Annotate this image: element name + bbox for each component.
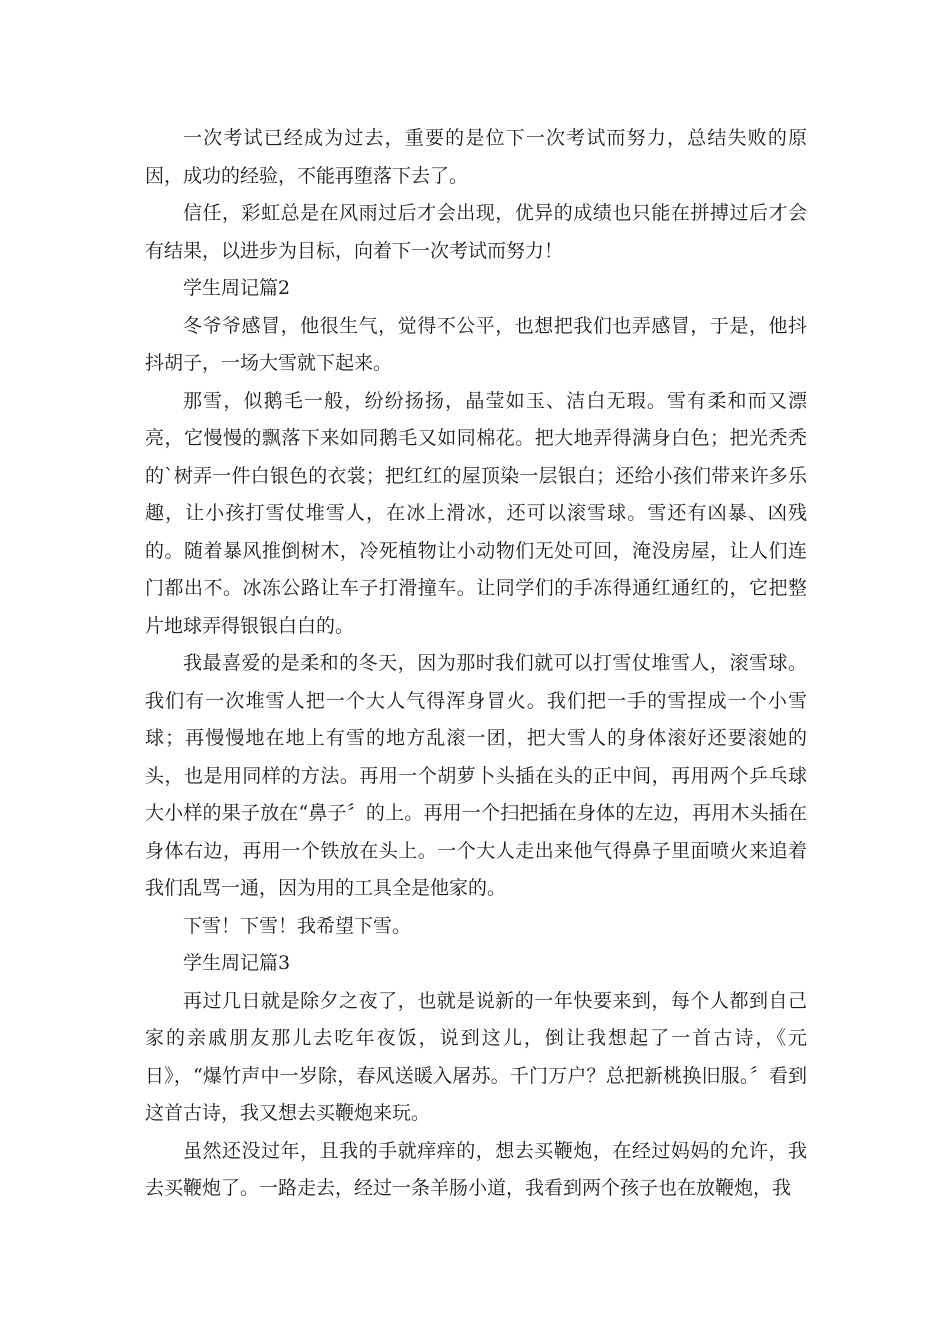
paragraph: 冬爷爷感冒，他很生气，觉得不公平，也想把我们也弄感冒，于是，他抖抖胡子，一场大雪就下起来。 xyxy=(145,314,807,374)
document-body xyxy=(145,120,807,1208)
paragraph: 虽然还没过年，且我的手就痒痒的，想去买鞭炮，在经过妈妈的允许，我去买鞭炮了。一路走去，经过一条羊肠小道，我看到两个孩子也在放鞭炮，我 xyxy=(145,1139,807,1199)
section-heading: 学生周记篇2 xyxy=(183,277,291,299)
paragraph: 再过几日就是除夕之夜了，也就是说新的一年快要来到，每个人都到自己家的亲戚朋友那儿去吃年夜饭，说到这儿，倒让我想起了一首古诗，《元日》，“爆竹声中一岁除，春风送暖入屠苏。千门万户？总把新桃换旧服。〞看到这首古诗，我又想去买鞭炮来玩。 xyxy=(145,989,807,1124)
paragraph: 那雪，似鹅毛一般，纷纷扬扬，晶莹如玉、洁白无瑕。雪有柔和而又漂亮，它慢慢的飘落下来如同鹅毛又如同棉花。把大地弄得满身白色；把光秃秃的`树弄一件白银色的衣裳；把红红的屋顶染一层银白；还给小孩们带来许多乐趣，让小孩打雪仗堆雪人，在冰上滑冰，还可以滚雪球。雪还有凶暴、凶残的。随着暴风推倒树木，冷死植物让小动物们无处可回，淹没房屋，让人们连门都出不。冰冻公路让车子打滑撞车。让同学们的手冻得通红通红的，它把整片地球弄得银银白白的。 xyxy=(145,389,807,637)
paragraph: 下雪！下雪！我希望下雪。 xyxy=(183,914,412,937)
paragraph: 信任，彩虹总是在风雨过后才会出现，优异的成绩也只能在拼搏过后才会有结果，以进步为目标，向着下一次考试而努力！ xyxy=(145,202,807,262)
section-heading: 学生周记篇3 xyxy=(183,952,291,974)
paragraph: 我最喜爱的是柔和的冬天，因为那时我们就可以打雪仗堆雪人，滚雪球。我们有一次堆雪人把一个大人气得浑身冒火。我们把一手的雪捏成一个小雪球；再慢慢地在地上有雪的地方乱滚一团，把大雪人的身体滚好还要滚她的头，也是用同样的方法。再用一个胡萝卜头插在头的正中间，再用两个乒乓球大小样的果子放在“鼻子〞的上。再用一个扫把插在身体的左边，再用木头插在身体右边，再用一个铁放在头上。一个大人走出来他气得鼻子里面喷火来追着我们乱骂一通，因为用的工具全是他家的。 xyxy=(145,652,807,899)
paragraph: 一次考试已经成为过去，重要的是位下一次考试而努力，总结失败的原因，成功的经验，不能再堕落下去了。 xyxy=(145,127,807,187)
